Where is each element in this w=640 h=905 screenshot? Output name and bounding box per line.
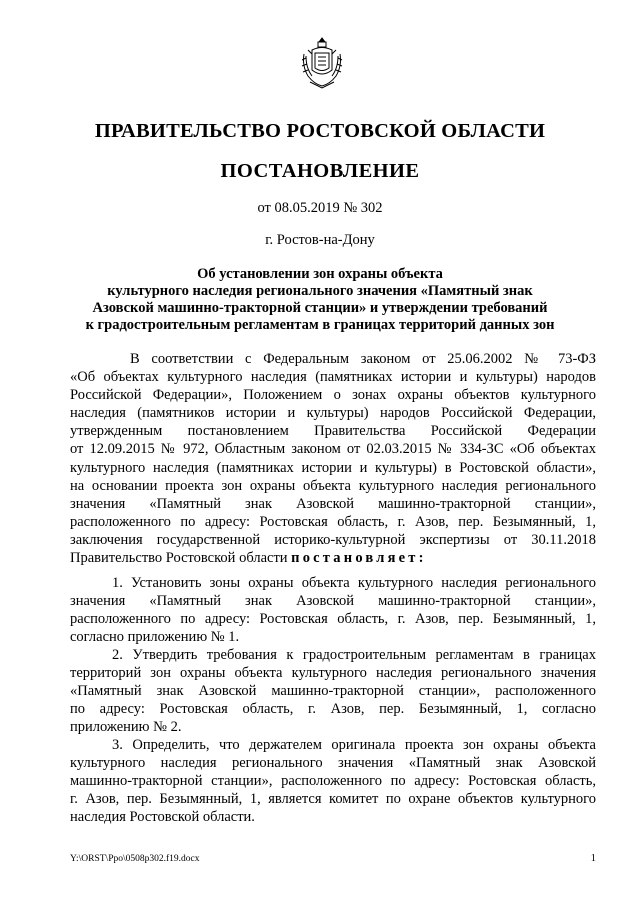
document-type: ПОСТАНОВЛЕНИЕ bbox=[220, 160, 420, 182]
paragraph-line: наследия Ростовской области. bbox=[70, 809, 255, 826]
paragraph-line: по адресу: Ростовская область, г. Азов, пер. Безымянный, 1, согласно bbox=[70, 701, 596, 718]
paragraph-line bbox=[70, 549, 596, 567]
document-title bbox=[60, 266, 580, 334]
paragraph-line: значения «Памятный знак Азовской машинно-тракторной станции», bbox=[70, 593, 596, 610]
paragraph-line: машинно-тракторной станции», расположенного по адресу: Ростовская область, bbox=[70, 773, 596, 790]
item-2-paragraph bbox=[70, 646, 596, 736]
paragraph-line: 2. Утвердить требования к градостроительным регламентам в границах bbox=[112, 647, 596, 663]
preamble-paragraph bbox=[70, 350, 596, 567]
paragraph-line: 3. Определить, что держателем оригинала проекта зон охраны объекта bbox=[112, 737, 596, 753]
title-line: Азовской машинно-тракторной станции» и утверждении требований bbox=[92, 300, 548, 316]
paragraph-line: от 12.09.2015 № 972, Областным законом от 02.03.2015 № 334-ЗС «Об объектах bbox=[70, 441, 596, 458]
item-3-paragraph bbox=[70, 736, 596, 826]
paragraph-line: культурного наследия регионального значения «Памятный знак Азовской bbox=[70, 755, 596, 772]
title-line: культурного наследия регионального значения «Памятный знак bbox=[107, 283, 533, 299]
title-line: к градостроительным регламентам в границах территорий данных зон bbox=[85, 317, 555, 333]
paragraph-line: 1. Установить зоны охраны объекта культурного наследия регионального bbox=[112, 575, 596, 591]
footer-page-number: 1 bbox=[590, 853, 596, 864]
paragraph-line: Российской Федерации», Положением о зонах охраны объектов культурного bbox=[70, 387, 596, 404]
paragraph-line: приложению № 2. bbox=[70, 719, 182, 736]
paragraph-line: расположенного по адресу: Ростовская область, г. Азов, пер. Безымянный, 1, bbox=[70, 611, 596, 628]
footer-file-path: Y:\ORST\Ppo\0508p302.f19.docx bbox=[70, 854, 200, 864]
paragraph-line: на основании проекта зон охраны объекта культурного наследия регионального bbox=[70, 477, 596, 494]
paragraph-line: заключения государственной историко-культурной экспертизы от 30.11.2018 bbox=[70, 531, 596, 548]
paragraph-line: «Об объектах культурного наследия (памятниках истории и культуры) народов bbox=[70, 369, 596, 386]
title-line: Об установлении зон охраны объекта bbox=[197, 266, 443, 282]
paragraph-line: наследия (памятников истории и культуры) народов Российской Федерации, bbox=[70, 405, 596, 422]
paragraph-line: территорий зон охраны объекта культурного наследия регионального значения bbox=[70, 665, 596, 682]
paragraph-line: расположенного по адресу: Ростовская область, г. Азов, пер. Безымянный, 1, bbox=[70, 513, 596, 530]
paragraph-line: культурного наследия (памятниках истории и культуры) в Ростовской области», bbox=[70, 459, 596, 476]
organization-name: ПРАВИТЕЛЬСТВО РОСТОВСКОЙ ОБЛАСТИ bbox=[94, 120, 546, 142]
paragraph-line: «Памятный знак Азовской машинно-тракторной станции», расположенного bbox=[70, 683, 596, 700]
item-1-paragraph bbox=[70, 574, 596, 646]
coat-of-arms-emblem bbox=[298, 36, 346, 90]
document-date-number: от 08.05.2019 № 302 bbox=[257, 200, 383, 216]
paragraph-line: значения «Памятный знак Азовской машинно-тракторной станции», bbox=[70, 495, 596, 512]
government-name: Правительство Ростовской области bbox=[70, 550, 288, 567]
paragraph-line: утвержденным постановлением Правительства Российской Федерации bbox=[70, 423, 596, 440]
resolves-word: постановляет: bbox=[291, 550, 427, 567]
paragraph-line: согласно приложению № 1. bbox=[70, 629, 240, 646]
document-city: г. Ростов-на-Дону bbox=[265, 232, 375, 248]
paragraph-line: В соответствии с Федеральным законом от 25.06.2002 № 73-ФЗ bbox=[130, 351, 596, 367]
paragraph-line: г. Азов, пер. Безымянный, 1, является комитет по охране объектов культурного bbox=[70, 791, 596, 808]
